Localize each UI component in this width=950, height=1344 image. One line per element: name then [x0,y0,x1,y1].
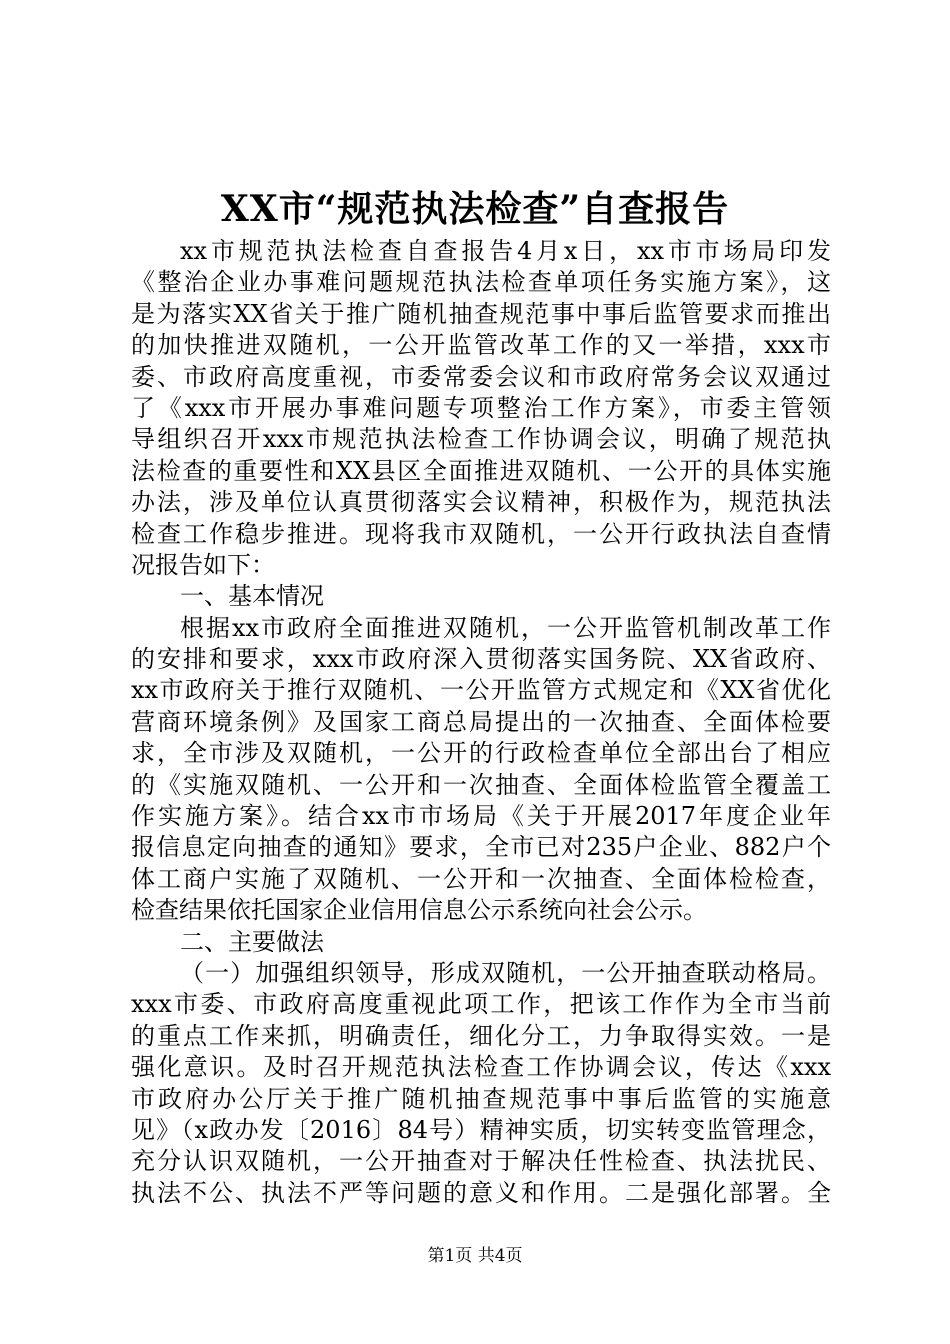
document-title: XX市“规范执法检查”自查报告 [220,188,730,230]
document-body [131,236,831,1209]
body-line: 的重点工作来抓，明确责任，细化分工，力争取得实效。一是 [131,1021,831,1050]
body-line: 的安排和要求，xxx市政府深入贯彻落实国务院、XX省政府、 [131,645,831,674]
body-line: 求，全市涉及双随机，一公开的行政检查单位全部出台了相应 [131,739,831,768]
body-line: 根据xx市政府全面推进双随机，一公开监管机制改革工作 [180,613,831,642]
body-line: 了《xxx市开展办事难问题专项整治工作方案》，市委主管领 [131,393,831,422]
body-line: 《整治企业办事难问题规范执法检查单项任务实施方案》，这 [131,268,831,297]
body-line: xx市规范执法检查自查报告4月x日，xx市市场局印发 [180,237,831,265]
body-line: 见》（x政办发〔2016〕84号）精神实质，切实转变监管理念， [131,1115,831,1144]
section-heading-main-practices: 二、主要做法 [180,927,324,956]
body-line: 是为落实XX省关于推广随机抽查规范事中事后监管要求而推出 [131,299,831,328]
body-line: 委、市政府高度重视，市委常委会议和市政府常务会议双通过 [131,362,831,391]
body-line: 的加快推进双随机，一公开监管改革工作的又一举措，xxx市 [131,331,831,360]
page-number-footer: 第1页 共4页 [427,1246,523,1266]
body-line: 检查结果依托国家企业信用信息公示系统向社会公示。 [131,896,707,925]
body-line: 市政府办公厅关于推广随机抽查规范事中事后监管的实施意 [131,1084,831,1113]
body-line: 作实施方案》。结合xx市市场局《关于开展2017年度企业年 [131,802,831,831]
body-line: （一）加强组织领导，形成双随机，一公开抽查联动格局。 [180,958,831,987]
body-line: xxx市委、市政府高度重视此项工作，把该工作作为全市当前 [131,990,831,1019]
body-line: xx市政府关于推行双随机、一公开监管方式规定和《XX省优化 [131,676,831,705]
body-line: 况报告如下： [131,550,275,579]
body-line: 强化意识。及时召开规范执法检查工作协调会议，传达《xxx [131,1053,831,1082]
body-line: 体工商户实施了双随机、一公开和一次抽查、全面体检检查， [131,864,831,893]
body-line: 报信息定向抽查的通知》要求，全市已对235户企业、882户个 [131,833,831,862]
body-line: 执法不公、执法不严等问题的意义和作用。二是强化部署。全 [131,1178,831,1207]
body-line: 充分认识双随机，一公开抽查对于解决任性检查、执法扰民、 [131,1147,831,1176]
body-line: 检查工作稳步推进。现将我市双随机，一公开行政执法自查情 [131,519,831,548]
body-line: 的《实施双随机、一公开和一次抽查、全面体检监管全覆盖工 [131,770,831,799]
body-line: 营商环境条例》及国家工商总局提出的一次抽查、全面体检要 [131,707,831,736]
body-line: 办法，涉及单位认真贯彻落实会议精神，积极作为，规范执法 [131,488,831,517]
body-line: 导组织召开xxx市规范执法检查工作协调会议，明确了规范执 [131,425,831,454]
body-line: 法检查的重要性和XX县区全面推进双随机、一公开的具体实施 [131,456,831,485]
section-heading-basic-situation: 一、基本情况 [180,582,324,611]
